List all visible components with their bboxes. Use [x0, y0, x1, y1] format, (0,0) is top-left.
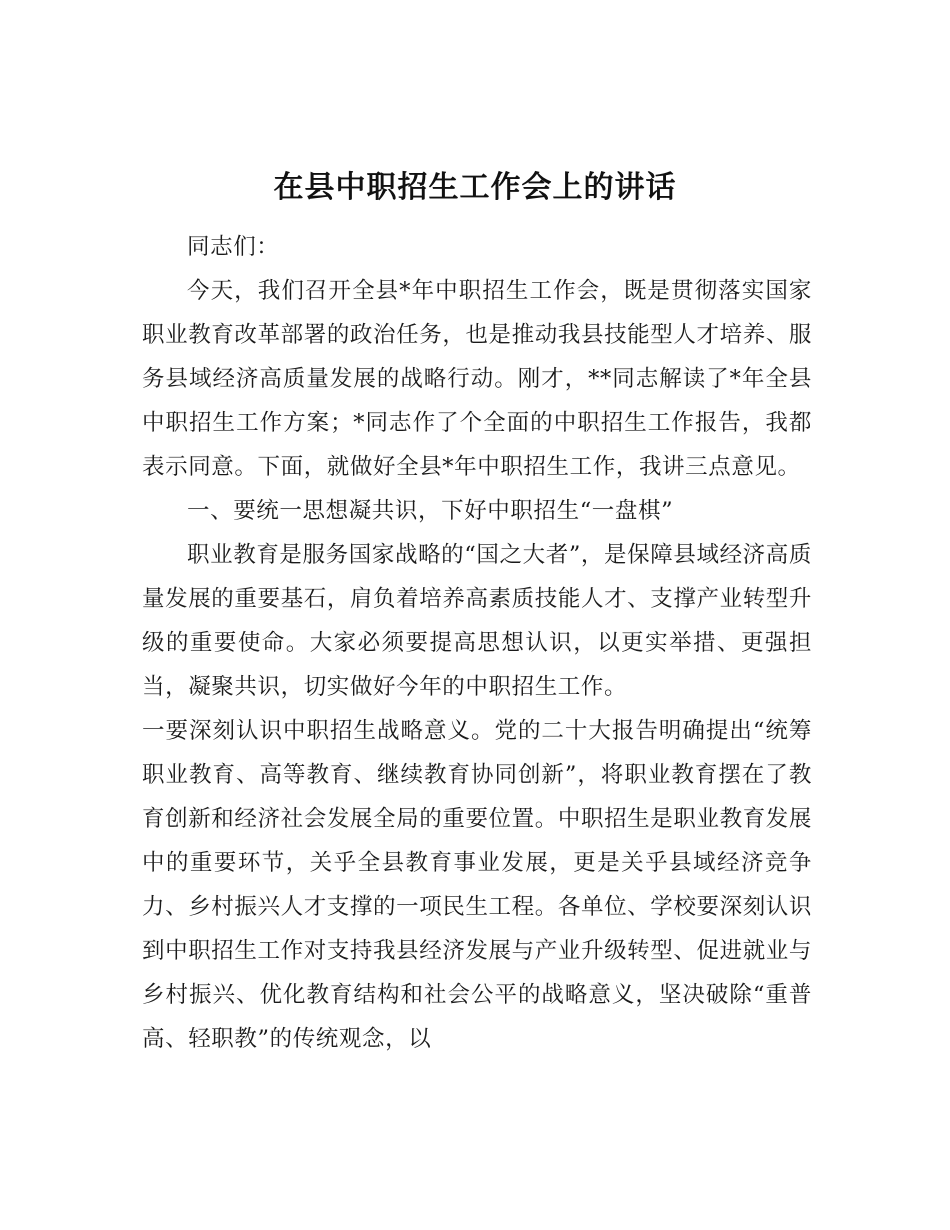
section-heading-1: 一、要统一思想凝共识，下好中职招生“一盘棋” — [187, 498, 674, 524]
salutation: 同志们： — [187, 234, 280, 260]
paragraph-intro: 今天，我们召开全县*年中职招生工作会，既是贯彻落实国家职业教育改革部署的政治任务，也是推动我县技能型人才培养、服务县域经济高质量发展的战略行动。刚才，**同志解读了*年全县中职招生工作方案；*同志作了个全面的中职招生工作报告，我都表示同意。下面，就做好全县*年中职招生工作，我讲三点意见。 — [142, 278, 812, 480]
paragraph-point-1: 一要深刻认识中职招生战略意义。党的二十大报告明确提出“统筹职业教育、高等教育、继续教育协同创新”，将职业教育摆在了教育创新和经济社会发展全局的重要位置。中职招生是职业教育发展中的重要环节，关乎全县教育事业发展，更是关乎县域经济竞争力、乡村振兴人才支撑的一项民生工程。各单位、学校要深刻认识到中职招生工作对支持我县经济发展与产业升级转型、促进就业与乡村振兴、优化教育结构和社会公平的战略意义，坚决破除“重普高、轻职教”的传统观念，以 — [142, 718, 812, 1052]
paragraph-section-1: 职业教育是服务国家战略的“国之大者”，是保障县域经济高质量发展的重要基石，肩负着培养高素质技能人才、支撑产业转型升级的重要使命。大家必须要提高思想认识，以更实举措、更强担当，凝聚共识，切实做好今年的中职招生工作。 — [142, 542, 812, 700]
document-body — [142, 225, 812, 1061]
document-title: 在县中职招生工作会上的讲话 — [273, 170, 677, 205]
